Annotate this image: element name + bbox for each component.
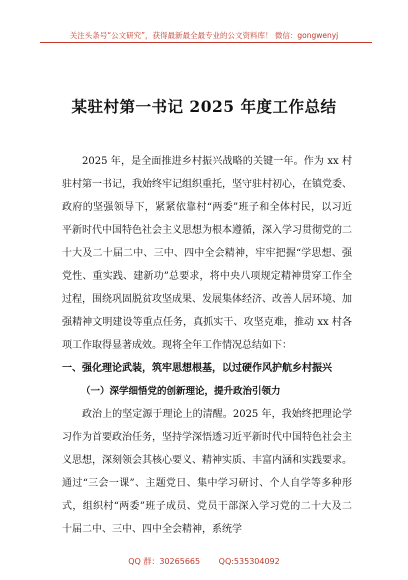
qq-number-text: QQ:535304092 — [218, 557, 280, 566]
header-note: 关注头条号“公文研究”，获得最新最全最专业的公文资料库！ 微信：gongwenyj — [69, 31, 339, 40]
header-divider — [40, 42, 372, 43]
document-body — [62, 150, 352, 541]
qq-group-text: QQ 群：30265665 — [128, 557, 201, 566]
section-heading: 一、强化理论武装，筑牢思想根基，以过硬作风护航乡村振兴 — [62, 363, 332, 374]
subsection-paragraph: 政治上的坚定源于理论上的清醒。2025 年，我始终把理论学习作为首要政治任务，坚持学深悟透习近平新时代中国特色社会主义思想，深刻领会其核心要义、精神实质、丰富内涵和实践要求。通过“三会一课”、主题党日、集中学习研讨、个人自学等多种形式，组织村“两委”班子成员、党员干部深入学习党的二十大及二十届二中、三中、四中全会精神，系统学 — [62, 409, 352, 535]
intro-paragraph: 2025 年，是全面推进乡村振兴战略的关键一年。作为 xx 村驻村第一书记，我始终牢记组织重托，坚守驻村初心，在镇党委、政府的坚强领导下，紧紧依靠村“两委”班子和全体村民，以习近平新时代中国特色社会主义思想为根本遵循，深入学习贯彻党的二十大及二十届二中、三中、四中全会精神，牢牢把握“学思想、强党性、重实践、建新功”总要求，将中央八项规定精神贯穿工作全过程，围绕巩固脱贫攻坚成果、发展集体经济、改善人居环境、加强精神文明建设等重点任务，真抓实干、攻坚克难，推动 xx 村各项工作取得显著成效。现将全年工作情况总结如下： — [62, 156, 352, 351]
subsection-heading: （一）深学细悟党的创新理论，提升政治引领力 — [81, 386, 281, 397]
document-title: 某驻村第一书记 2025 年度工作总结 — [71, 97, 337, 116]
footer-contact — [0, 556, 408, 567]
